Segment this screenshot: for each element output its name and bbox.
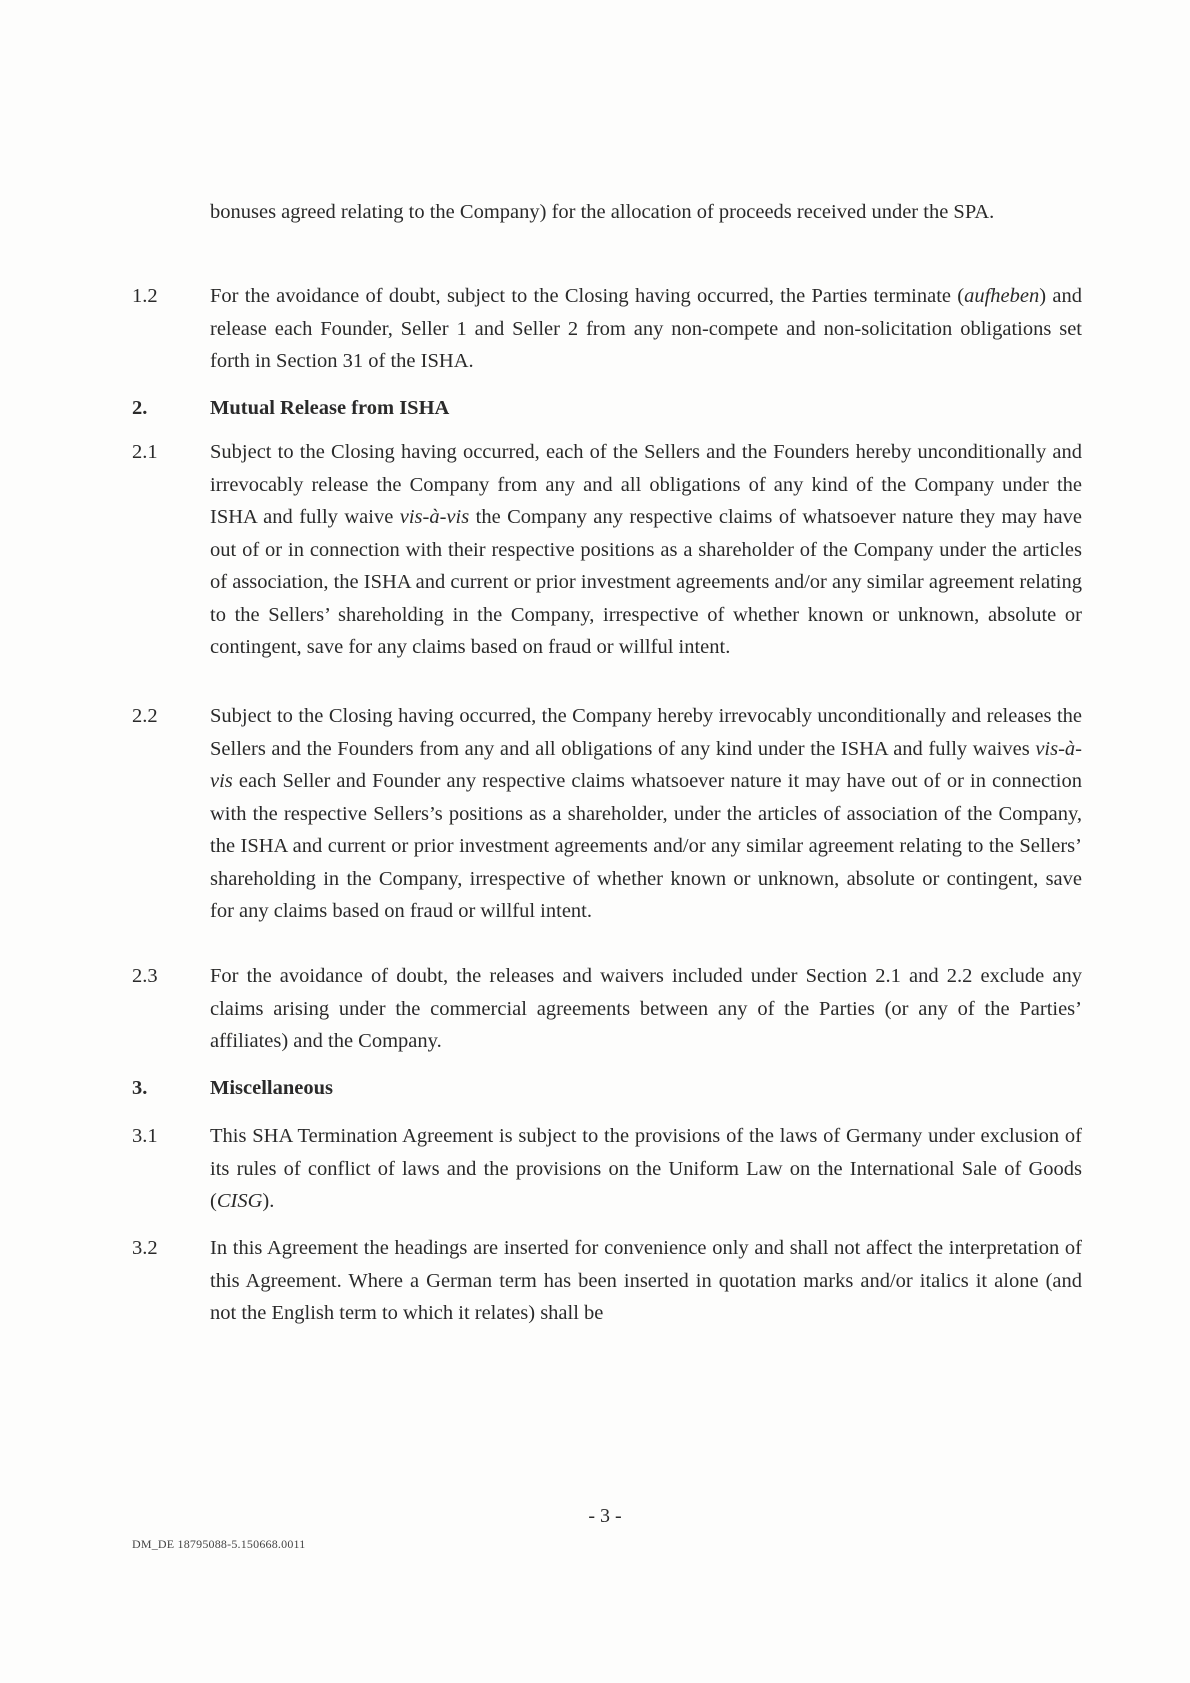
clause-body: This SHA Termination Agreement is subject to the provisions of the laws of Germany under exclusion of its rules of conflict of laws and the provisions on the Uniform Law on the International Sale of Goods (CISG). [210, 1125, 1082, 1212]
clause-body: Subject to the Closing having occurred, the Company hereby irrevocably unconditionally and releases the Sellers and the Founders from any and all obligations of any kind under the ISHA and fully waives vis-à-vis each Seller and Founder any respective claims whatsoever nature it may have out of or in connection with the respective Sellers’s positions as a shareholder, under the articles of association of the Company, the ISHA and current or prior investment agreements and/or any similar agreement relating to the Sellers’ shareholding in the Company, irrespective of whether known or unknown, absolute or contingent, save for any claims based on fraud or willful intent. [210, 705, 1082, 922]
document-reference: DM_DE 18795088-5.150668.0011 [132, 1537, 306, 1551]
clause-body: Subject to the Closing having occurred, each of the Sellers and the Founders hereby unconditionally and irrevocably release the Company from any and all obligations of any kind of the Company under the ISHA and fully waive vis-à-vis the Company any respective claims of whatsoever nature they may have out of or in connection with their respective positions as a shareholder of the Company under the articles of association, the ISHA and current or prior investment agreements and/or any similar agreement relating to the Sellers’ shareholding in the Company, irrespective of whether known or unknown, absolute or contingent, save for any claims based on fraud or willful intent. [210, 441, 1082, 658]
latin-term: vis-à-vis [210, 737, 1082, 792]
latin-term: vis-à-vis [399, 506, 470, 528]
german-term: aufheben [964, 285, 1040, 307]
clause-number: 2.1 [132, 441, 158, 463]
clause-number: 2.2 [132, 705, 158, 727]
clause-number: 3.1 [132, 1125, 158, 1147]
clause-body: For the avoidance of doubt, the releases and waivers included under Section 2.1 and 2.2 exclude any claims arising under the commercial agreements between any of the Parties (or any of the Parties’ affiliates) and the Company. [210, 965, 1082, 1052]
clause-body: For the avoidance of doubt, subject to the Closing having occurred, the Parties terminate (aufheben) and release each Founder, Seller 1 and Seller 2 from any non-compete and non-solicitation obligations set forth in Section 31 of the ISHA. [210, 285, 1082, 372]
section-title: Mutual Release from ISHA [210, 397, 450, 419]
continuation-paragraph: bonuses agreed relating to the Company) for the allocation of proceeds received under the SPA. [210, 201, 995, 223]
clause-number: 2.3 [132, 965, 158, 987]
page-number: - 3 - [588, 1505, 622, 1527]
clause-number: 1.2 [132, 285, 158, 307]
clause-number: 3.2 [132, 1237, 158, 1259]
section-number: 2. [132, 397, 148, 419]
clause-body: In this Agreement the headings are inserted for convenience only and shall not affect the interpretation of this Agreement. Where a German term has been inserted in quotation marks and/or italics it alone (and not the English term to which it relates) shall be [210, 1237, 1082, 1324]
abbreviation-term: CISG [216, 1190, 263, 1212]
section-number: 3. [132, 1077, 148, 1099]
section-title: Miscellaneous [210, 1077, 333, 1099]
